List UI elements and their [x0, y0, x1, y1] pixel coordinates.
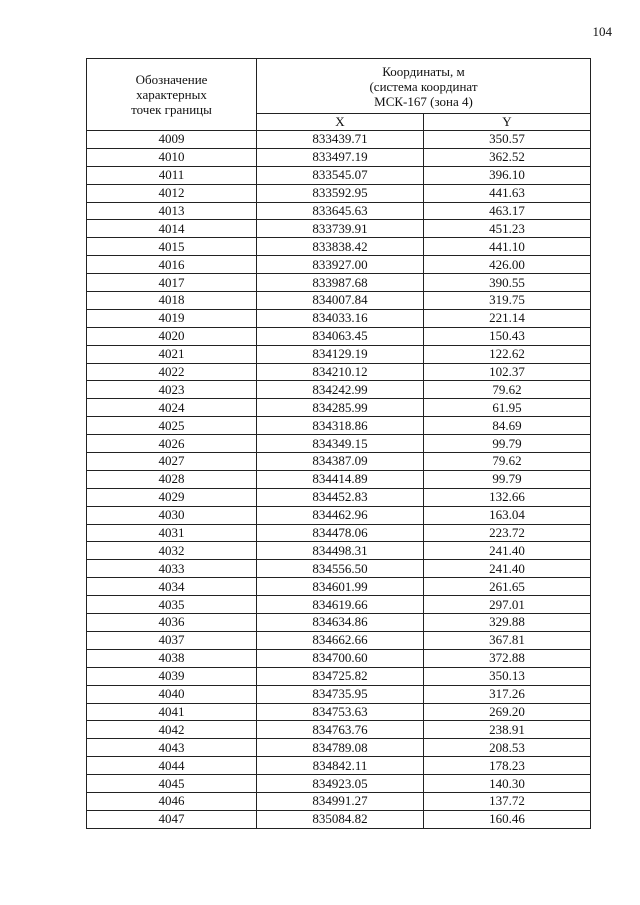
table-row [87, 631, 591, 649]
table-row [87, 453, 591, 471]
y-coordinate-cell: 84.69 [424, 417, 591, 435]
y-coordinate-cell: 208.53 [424, 739, 591, 757]
table-row [87, 703, 591, 721]
x-coordinate-cell: 834285.99 [257, 399, 424, 417]
y-coordinate-cell: 441.10 [424, 238, 591, 256]
y-coordinate-cell: 261.65 [424, 578, 591, 596]
y-coordinate-cell: 221.14 [424, 309, 591, 327]
y-coordinate-cell: 269.20 [424, 703, 591, 721]
table-row [87, 166, 591, 184]
point-id-cell: 4038 [87, 649, 257, 667]
y-coordinate-cell: 238.91 [424, 721, 591, 739]
point-id-cell: 4009 [87, 131, 257, 149]
y-coordinate-cell: 426.00 [424, 256, 591, 274]
x-coordinate-cell: 834700.60 [257, 649, 424, 667]
table-row [87, 202, 591, 220]
point-id-cell: 4014 [87, 220, 257, 238]
x-coordinate-cell: 833439.71 [257, 131, 424, 149]
x-coordinate-cell: 834210.12 [257, 363, 424, 381]
x-coordinate-cell: 834414.89 [257, 470, 424, 488]
y-coordinate-cell: 241.40 [424, 560, 591, 578]
point-id-cell: 4046 [87, 792, 257, 810]
point-id-cell: 4032 [87, 542, 257, 560]
table-row [87, 560, 591, 578]
point-id-cell: 4020 [87, 327, 257, 345]
header-point-line-1: Обозначение [135, 72, 208, 87]
y-coordinate-cell: 350.57 [424, 131, 591, 149]
point-id-cell: 4039 [87, 667, 257, 685]
point-id-cell: 4018 [87, 292, 257, 310]
x-coordinate-cell: 834662.66 [257, 631, 424, 649]
x-coordinate-cell: 834556.50 [257, 560, 424, 578]
y-coordinate-cell: 102.37 [424, 363, 591, 381]
x-coordinate-cell: 834242.99 [257, 381, 424, 399]
y-coordinate-cell: 79.62 [424, 381, 591, 399]
point-id-cell: 4021 [87, 345, 257, 363]
x-coordinate-cell: 834452.83 [257, 488, 424, 506]
point-id-cell: 4040 [87, 685, 257, 703]
x-coordinate-cell: 833545.07 [257, 166, 424, 184]
x-coordinate-cell: 833987.68 [257, 274, 424, 292]
point-id-cell: 4023 [87, 381, 257, 399]
point-id-cell: 4033 [87, 560, 257, 578]
point-id-cell: 4011 [87, 166, 257, 184]
table-row [87, 667, 591, 685]
point-id-cell: 4047 [87, 810, 257, 828]
table-row [87, 810, 591, 828]
point-id-cell: 4036 [87, 614, 257, 632]
point-id-cell: 4017 [87, 274, 257, 292]
x-coordinate-cell: 833592.95 [257, 184, 424, 202]
table-row [87, 506, 591, 524]
x-coordinate-cell: 834842.11 [257, 757, 424, 775]
x-coordinate-cell: 834725.82 [257, 667, 424, 685]
y-coordinate-cell: 390.55 [424, 274, 591, 292]
x-coordinate-cell: 834619.66 [257, 596, 424, 614]
point-id-cell: 4013 [87, 202, 257, 220]
point-id-cell: 4031 [87, 524, 257, 542]
point-id-cell: 4042 [87, 721, 257, 739]
header-coords-line-2: (система координат [369, 78, 478, 94]
y-coordinate-cell: 241.40 [424, 542, 591, 560]
x-coordinate-cell: 834033.16 [257, 309, 424, 327]
point-id-cell: 4015 [87, 238, 257, 256]
x-coordinate-cell: 834498.31 [257, 542, 424, 560]
y-coordinate-cell: 396.10 [424, 166, 591, 184]
y-coordinate-cell: 178.23 [424, 757, 591, 775]
header-point-designation [87, 59, 257, 131]
y-coordinate-cell: 61.95 [424, 399, 591, 417]
y-coordinate-cell: 137.72 [424, 792, 591, 810]
y-coordinate-cell: 372.88 [424, 649, 591, 667]
table-row [87, 435, 591, 453]
point-id-cell: 4028 [87, 470, 257, 488]
point-id-cell: 4044 [87, 757, 257, 775]
x-coordinate-cell: 834601.99 [257, 578, 424, 596]
y-coordinate-cell: 163.04 [424, 506, 591, 524]
x-coordinate-cell: 834634.86 [257, 614, 424, 632]
table-row [87, 775, 591, 793]
table-row [87, 363, 591, 381]
table-row [87, 131, 591, 149]
y-coordinate-cell: 367.81 [424, 631, 591, 649]
table-row [87, 614, 591, 632]
y-coordinate-cell: 451.23 [424, 220, 591, 238]
table-row [87, 685, 591, 703]
table-row [87, 327, 591, 345]
x-coordinate-cell: 835084.82 [257, 810, 424, 828]
table-row [87, 721, 591, 739]
y-coordinate-cell: 122.62 [424, 345, 591, 363]
point-id-cell: 4025 [87, 417, 257, 435]
x-coordinate-cell: 834129.19 [257, 345, 424, 363]
page-number: 104 [592, 24, 612, 39]
point-id-cell: 4024 [87, 399, 257, 417]
point-id-cell: 4043 [87, 739, 257, 757]
point-id-cell: 4041 [87, 703, 257, 721]
point-id-cell: 4034 [87, 578, 257, 596]
y-coordinate-cell: 317.26 [424, 685, 591, 703]
point-id-cell: 4037 [87, 631, 257, 649]
y-coordinate-cell: 319.75 [424, 292, 591, 310]
point-id-cell: 4022 [87, 363, 257, 381]
y-coordinate-cell: 329.88 [424, 614, 591, 632]
x-coordinate-cell: 833645.63 [257, 202, 424, 220]
table-row [87, 524, 591, 542]
point-id-cell: 4029 [87, 488, 257, 506]
y-coordinate-cell: 99.79 [424, 470, 591, 488]
point-id-cell: 4012 [87, 184, 257, 202]
table-row [87, 470, 591, 488]
x-coordinate-cell: 834735.95 [257, 685, 424, 703]
table-row [87, 220, 591, 238]
y-coordinate-cell: 99.79 [424, 435, 591, 453]
y-coordinate-cell: 160.46 [424, 810, 591, 828]
table-row [87, 739, 591, 757]
table-row [87, 596, 591, 614]
x-coordinate-cell: 833927.00 [257, 256, 424, 274]
x-coordinate-cell: 834318.86 [257, 417, 424, 435]
x-coordinate-cell: 834007.84 [257, 292, 424, 310]
y-coordinate-cell: 350.13 [424, 667, 591, 685]
point-id-cell: 4010 [87, 148, 257, 166]
header-x: X [257, 114, 424, 131]
y-coordinate-cell: 150.43 [424, 327, 591, 345]
y-coordinate-cell: 297.01 [424, 596, 591, 614]
table-row [87, 309, 591, 327]
table-row [87, 792, 591, 810]
table-row [87, 757, 591, 775]
table-row [87, 274, 591, 292]
x-coordinate-cell: 834753.63 [257, 703, 424, 721]
point-id-cell: 4026 [87, 435, 257, 453]
table-row [87, 238, 591, 256]
table-row [87, 345, 591, 363]
table-row [87, 184, 591, 202]
table-row [87, 256, 591, 274]
y-coordinate-cell: 223.72 [424, 524, 591, 542]
table-header [87, 59, 591, 131]
header-coords-line-3: МСК-167 (зона 4) [374, 93, 473, 109]
point-id-cell: 4045 [87, 775, 257, 793]
x-coordinate-cell: 834063.45 [257, 327, 424, 345]
point-id-cell: 4016 [87, 256, 257, 274]
y-coordinate-cell: 362.52 [424, 148, 591, 166]
header-point-line-2: характерных [136, 87, 207, 102]
table-row [87, 488, 591, 506]
x-coordinate-cell: 834462.96 [257, 506, 424, 524]
point-id-cell: 4019 [87, 309, 257, 327]
x-coordinate-cell: 833497.19 [257, 148, 424, 166]
header-y: Y [424, 114, 591, 131]
table-row [87, 381, 591, 399]
table-row [87, 649, 591, 667]
header-point-line-3: точек границы [131, 102, 212, 117]
y-coordinate-cell: 132.66 [424, 488, 591, 506]
table-body [87, 131, 591, 829]
x-coordinate-cell: 833838.42 [257, 238, 424, 256]
x-coordinate-cell: 834991.27 [257, 792, 424, 810]
x-coordinate-cell: 834923.05 [257, 775, 424, 793]
point-id-cell: 4035 [87, 596, 257, 614]
table-row [87, 148, 591, 166]
table-row [87, 399, 591, 417]
x-coordinate-cell: 834349.15 [257, 435, 424, 453]
y-coordinate-cell: 463.17 [424, 202, 591, 220]
x-coordinate-cell: 834763.76 [257, 721, 424, 739]
y-coordinate-cell: 441.63 [424, 184, 591, 202]
header-coords-line-1: Координаты, м [382, 63, 465, 79]
x-coordinate-cell: 834478.06 [257, 524, 424, 542]
point-id-cell: 4027 [87, 453, 257, 471]
table-row [87, 292, 591, 310]
x-coordinate-cell: 833739.91 [257, 220, 424, 238]
x-coordinate-cell: 834387.09 [257, 453, 424, 471]
table-row [87, 578, 591, 596]
y-coordinate-cell: 140.30 [424, 775, 591, 793]
x-coordinate-cell: 834789.08 [257, 739, 424, 757]
coordinates-table [86, 58, 591, 829]
y-coordinate-cell: 79.62 [424, 453, 591, 471]
table-row [87, 542, 591, 560]
point-id-cell: 4030 [87, 506, 257, 524]
header-coordinates [257, 59, 591, 114]
table-row [87, 417, 591, 435]
